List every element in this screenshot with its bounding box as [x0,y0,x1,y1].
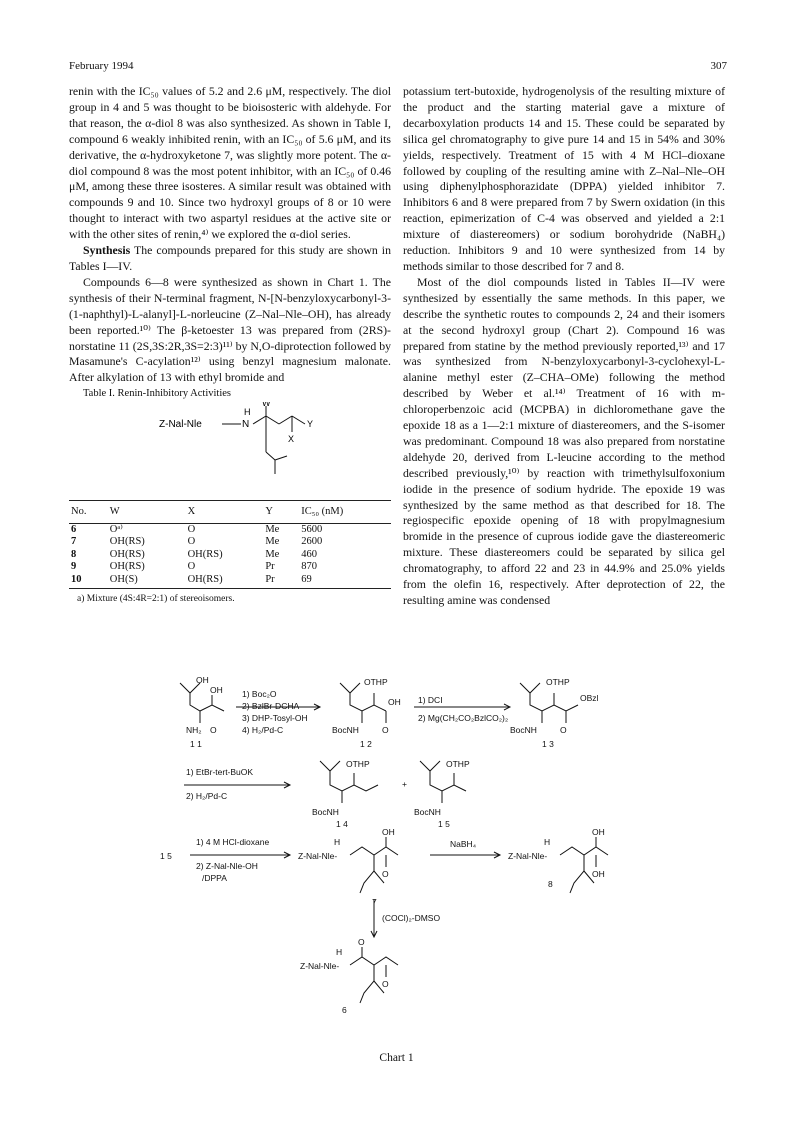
compound-label: 1 5 [160,851,172,861]
atom-label: OTHP [364,677,388,687]
reaction-step: 1) DCI [418,695,443,705]
table-structure-w: W [262,402,271,409]
atom-label: OBzl [580,693,599,703]
atom-label: O [382,869,389,879]
atom-label: BocNH [510,725,537,735]
paragraph: Most of the diol compounds listed in Tables II—IV were synthesized by essentially the same methods. In this paper, we describe the synthetic routes to compounds 2, 24 and their isomers at the second hydroxyl group (Chart 2). Compound 16 was prepared from statine by the method previously reported,¹³⁾ and 17 was synthesized from N-benzyloxycarbonyl-3-cyclohexyl-L-alanine methyl ester (Z–CHA–OMe) following the method described by Weber et al.¹⁴⁾ Treatment of 16 with m-chloroperbenzoic acid (MCPBA) in dichloromethane gave the epoxide 18 as a 1—2:1 mixture of diastereomers, and the S-isomer was predominant. Compound 18 was also prepared from norstatine aldehyde 20, derived from L-leucine according to the method described previously,¹⁰⁾ by reaction with trimethylsulfoxonium iodide in the presence of sodium hydride. The epoxide 19 was synthesized by the same method as that described for 18. The regiospecific epoxide opening of 18 with propylmagnesium bromide in the presence of cuprous iodide gave the diastereomeric mixture. These diastereomers could be separated by silica gel chromatography, to afford 22 and 23 in 44.9% and 25.0% yields from the olefin 16, respectively. After deprotection of 22, the resulting amine was condensed [403,274,725,607]
paragraph: Synthesis The compounds prepared for this study are shown in Tables I—IV. [69,243,391,273]
table-row: 8 OH(RS) OH(RS) Me 460 [71,548,317,560]
table-header-row [69,501,391,524]
table-structure-prefix: Z-Nal-Nle [159,419,202,431]
table-row: 6 Oᵃ⁾ O Me 5600 [71,524,323,536]
compound-label: 1 2 [360,739,372,749]
table-header: IC₅₀ (nM) [299,501,391,524]
atom-label: OH [592,827,605,837]
atom-label: OH [592,869,605,879]
compound-label: 6 [342,1005,347,1015]
table-row: 10 OH(S) OH(RS) Pr 69 [69,574,391,589]
reaction-scheme [150,675,640,1045]
compound-label: 7 [372,897,377,907]
running-header-date: February 1994 [69,60,134,72]
reaction-step: 2) Z-Nal-Nle-OH [196,861,258,871]
compound-label: 1 4 [336,819,348,829]
reaction-step: 3) DHP-Tosyl-OH [242,713,308,723]
reaction-step: 4) H₂/Pd-C [242,725,284,735]
atom-label: O [382,979,389,989]
atom-label: H [334,837,341,847]
atom-label: OH [196,675,209,685]
atom-label: OH [210,685,223,695]
compound-label: 1 1 [190,739,202,749]
table-header: Y [263,501,299,524]
left-column [69,84,391,608]
reaction-step: 2) BzlBr-DCHA [242,701,300,711]
atom-label: O [358,937,365,947]
fragment-label: Z-Nal-Nle- [508,851,548,861]
compound-label: 1 3 [542,739,554,749]
table-header: X [186,501,264,524]
compound-label: 1 5 [438,819,450,829]
atom-label: OH [382,827,395,837]
atom-label: OH [388,697,401,707]
reaction-step: 1) EtBr-tert-BuOK [186,767,254,777]
atom-label: NH₂ [186,725,202,735]
atom-label: O [210,725,217,735]
page-number: 307 [710,60,727,72]
compound-label: 8 [548,879,553,889]
atom-label: BocNH [332,725,359,735]
table-row: 7 OH(RS) O Me 2600 [71,536,323,548]
atom-label: O [382,725,389,735]
activity-table [69,500,391,589]
table-structure-x: X [288,434,295,445]
atom-label: BocNH [312,807,339,817]
reaction-step: /DPPA [202,873,227,883]
right-column [403,84,725,609]
fragment-label: Z-Nal-Nle- [298,851,338,861]
table-structure-h: H [244,407,251,418]
table-title: Table I. Renin-Inhibitory Activities [83,388,231,400]
table-structure-n: N [242,419,250,431]
table-header: W [108,501,186,524]
paragraph: renin with the IC₅₀ values of 5.2 and 2.6 μM, respectively. The diol group in 4 and 5 was thought to be bioisosteric with aldehyde. For that reason, the α-diol 8 was also synthesized. As shown in Table I, compound 6 weakly inhibited renin, with an IC₅₀ of 5.6 μM, and its derivative, the α-hydroxyketone 7, was slightly more potent. The α-diol compound 8 was the most potent inhibitor, with an IC₅₀ of 0.46 μM, among these three isosteres. A similar result was obtained with compounds 9 and 10. Since two hydroxyl groups of 8 or 10 were thought to interact with two aspartyl residues at the active site or with the other sites of renin,⁴⁾ we explored the α-diol series. [69,84,391,242]
atom-label: OTHP [346,759,370,769]
atom-label: O [560,725,567,735]
atom-label: H [336,947,343,957]
atom-label: OTHP [546,677,570,687]
reaction-step: 2) H₂/Pd-C [186,791,228,801]
table-structure [69,402,391,498]
table-structure-drawing [69,402,391,498]
reaction-step: 2) Mg(CH₂CO₂BzlCO₂)₂ [418,713,509,723]
reagent-label: (COCl)₂-DMSO [382,913,441,923]
fragment-label: Z-Nal-Nle- [300,961,340,971]
table-header: No. [69,501,108,524]
section-heading: Synthesis [83,243,131,258]
reagent-label: NaBH₄ [450,839,477,849]
plus-sign: + [402,779,407,789]
reaction-step: 1) Boc₂O [242,689,277,699]
paragraph: potassium tert-butoxide, hydrogenolysis of the resulting mixture of the product and the starting material gave a mixture of decarboxylation products 14 and 15. These could be separated by silica gel chromatography to give pure 14 and 15 in 54% and 30% yields, respectively. Treatment of 15 with 4 M HCl–dioxane followed by coupling of the resulting amine with Z–Nal–Nle–OH using diphenylphosphorazidate (DPPA) yielded inhibitor 7. Inhibitors 6 and 8 were prepared from 7 by Swern oxidation (in this reaction, epimerization of C-4 was observed and yielded a 2:1 mixture of diastereomers) or sodium borohydride (NaBH₄) reduction. Inhibitors 9 and 10 were synthesized from 14 by methods similar to those described for 7 and 8. [403,84,725,273]
table-row: 9 OH(RS) O Pr 870 [71,561,317,573]
atom-label: OTHP [446,759,470,769]
paragraph: Compounds 6—8 were synthesized as shown in Chart 1. The synthesis of their N-terminal fragment, N-[N-benzyloxycarbonyl-3-(1-naphthyl)-L-alanyl]-L-norleucine (Z–Nal–Nle–OH), has already been reported.¹⁰⁾ The β-ketoester 13 was prepared from (2RS)-norstatine 11 (2S,3S:2R,3S=2:3)¹¹⁾ by N,O-diprotection followed by Masamune's C-acylation¹²⁾ using benzyl magnesium malonate. After alkylation of 13 with ethyl bromide and [69,274,391,385]
chart-caption: Chart 1 [379,1052,414,1064]
atom-label: H [544,837,551,847]
table-footnote: a) Mixture (4S:4R=2:1) of stereoisomers. [77,594,235,605]
table-structure-y: Y [307,419,314,430]
reaction-step: 1) 4 M HCl-dioxane [196,837,270,847]
atom-label: BocNH [414,807,441,817]
